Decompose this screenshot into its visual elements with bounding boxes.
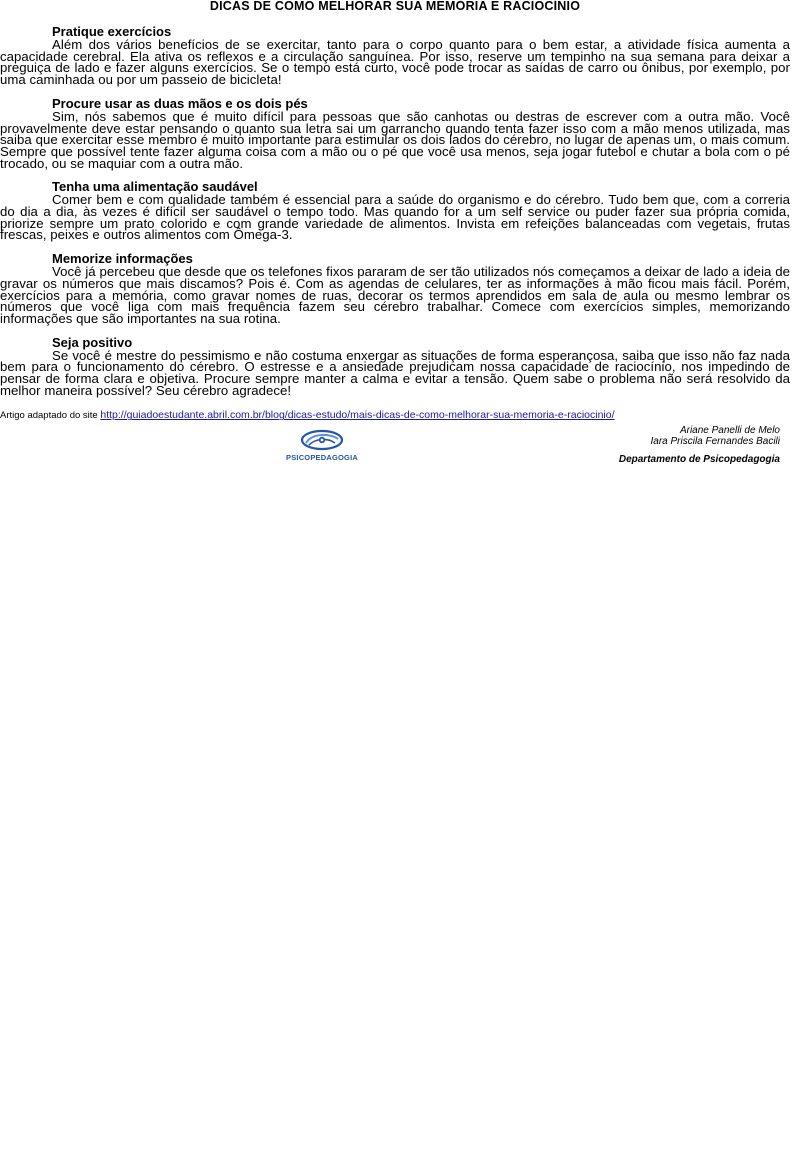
section-heading: Memorize informações xyxy=(52,251,193,267)
section-heading: Seja positivo xyxy=(52,334,133,350)
section-body: Comer bem e com qualidade também é essencial para a saúde do organismo e do cérebro. Tudo bem que, com a correria do dia a dia, às vezes é difícil ser saudável o tempo todo. Mas quando for a um self service ou puder fazer sua própria comida, priorize sempre um prato colorido e com grande variedade de alimentos. Invista em refeições balanceadas com vegetais, frutas frescas, peixes e outros alimentos com Ômega-3. xyxy=(0,192,790,243)
section-heading: Pratique exercícios xyxy=(52,24,172,39)
section-healthy-food xyxy=(0,179,790,241)
author-name: Ariane Panelli de Melo xyxy=(679,425,780,437)
source-prefix: Artigo adaptado do site xyxy=(0,410,98,422)
psicopedagogia-logo xyxy=(280,429,364,462)
section-both-hands xyxy=(0,96,790,170)
section-memorize xyxy=(0,251,790,325)
department-name: Departamento de Psicopedagogia xyxy=(618,454,780,466)
section-heading: Procure usar as duas mãos e os dois pés xyxy=(52,95,308,111)
source-citation xyxy=(0,410,790,421)
section-body: Sim, nós sabemos que é muito difícil para pessoas que são canhotas ou destras de escrever com a outra mão. Você provavelmente deve estar pensando o quanto sua letra sai um garrancho quando tenta fazer isso com a mão menos utilizada, mas saiba que exercitar esse membro é muito importante para estimular os dois lados do cérebro, no lugar de apenas um, o mais comum. Sempre que possível tente fazer alguma coisa com a mão ou o pé que você usa menos, seja jogar futebol e chutar a bola com o pé trocado, ou se maquiar com a outra mão. xyxy=(0,108,790,171)
document-title: DICAS DE COMO MELHORAR SUA MEMÓRIA E RACIOCÍNIO xyxy=(209,0,581,12)
author-name: Iara Priscila Fernandes Bacili xyxy=(650,436,780,448)
logo-text: PSICOPEDAGOGIA xyxy=(286,453,358,463)
section-positive xyxy=(0,335,790,397)
section-body: Você já percebeu que desde que os telefones fixos pararam de ser tão utilizados nós começamos a deixar de lado a ideia de gravar os números que mais discamos? Pois é. Com as agendas de celulares, ter as informações à mão ficou mais fácil. Porém, exercícios para a memória, como gravar nomes de ruas, decorar os termos aprendidos em sala de aula ou mesmo lembrar os números que você liga com mais frequência fazem seu cérebro trabalhar. Comece com exercícios simples, memorizando informações que são importantes na sua rotina. xyxy=(0,264,790,326)
section-body: Se você é mestre do pessimismo e não costuma enxergar as situações de forma esperançosa, saiba que isso não faz nada bem para o funcionamento do cérebro. O estresse e a ansiedade prejudicam nossa capacidade de raciocínio, nos impedindo de pensar de forma clara e objetiva. Procure sempre manter a calma e evitar a tensão. Quem sabe o problema não será resolvido da melhor maneira possível? Seu cérebro agradece! xyxy=(0,347,790,398)
footer xyxy=(0,425,790,485)
authors xyxy=(651,425,781,447)
brain-swirl-logo-icon xyxy=(300,429,344,451)
source-link[interactable]: http://guiadoestudante.abril.com.br/blog/dicas-estudo/mais-dicas-de-como-melhorar-sua-memoria-e-raciocinio/ xyxy=(100,409,615,422)
section-exercise xyxy=(0,24,790,86)
section-heading: Tenha uma alimentação saudável xyxy=(52,179,258,195)
section-body: Além dos vários benefícios de se exercitar, tanto para o corpo quanto para o bem estar, a atividade física aumenta a capacidade cerebral. Ela ativa os reflexos e a circulação sanguínea. Por isso, reserve um tempinho na sua semana para deixar a preguiça de lado e fazer alguns exercícios. Se o tempo está curto, você pode trocar as saídas de carro ou ônibus, por exemplo, por uma caminhada ou por um passeio de bicicleta! xyxy=(0,37,790,88)
